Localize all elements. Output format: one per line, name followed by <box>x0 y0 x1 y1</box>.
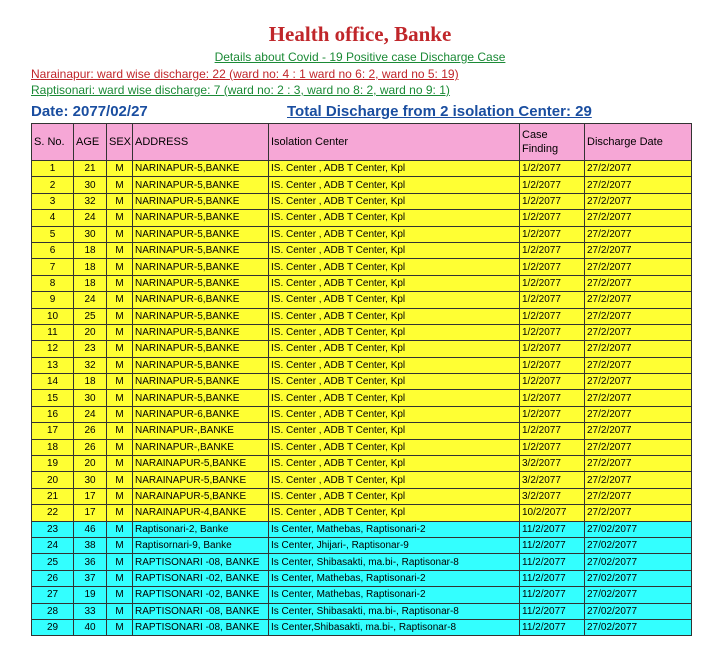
cell-sno: 12 <box>32 341 74 357</box>
cell-address: NARINAPUR-5,BANKE <box>133 341 269 357</box>
cell-sex: M <box>107 161 133 177</box>
cell-age: 40 <box>74 619 107 635</box>
cell-sex: M <box>107 177 133 193</box>
cell-sex: M <box>107 603 133 619</box>
cell-isolation-center: IS. Center , ADB T Center, Kpl <box>269 456 520 472</box>
cell-discharge-date: 27/2/2077 <box>585 177 692 193</box>
cell-sex: M <box>107 275 133 291</box>
cell-address: Raptisornari-9, Banke <box>133 537 269 553</box>
cell-sex: M <box>107 554 133 570</box>
cell-sex: M <box>107 570 133 586</box>
raptisonari-ward-note <box>31 83 450 97</box>
cell-address: NARAINAPUR-5,BANKE <box>133 456 269 472</box>
cell-address: Raptisonari-2, Banke <box>133 521 269 537</box>
cell-sex: M <box>107 242 133 258</box>
cell-age: 46 <box>74 521 107 537</box>
cell-discharge-date: 27/2/2077 <box>585 390 692 406</box>
cell-case-finding: 11/2/2077 <box>520 537 585 553</box>
cell-address: NARAINAPUR-4,BANKE <box>133 505 269 521</box>
cell-address: NARAINAPUR-5,BANKE <box>133 472 269 488</box>
cell-sno: 9 <box>32 292 74 308</box>
cell-age: 30 <box>74 472 107 488</box>
cell-age: 19 <box>74 587 107 603</box>
table-row <box>32 210 692 226</box>
table-row <box>32 587 692 603</box>
cell-sno: 7 <box>32 259 74 275</box>
table-row <box>32 554 692 570</box>
cell-age: 32 <box>74 357 107 373</box>
cell-age: 18 <box>74 275 107 291</box>
cell-sno: 3 <box>32 193 74 209</box>
cell-discharge-date: 27/2/2077 <box>585 226 692 242</box>
cell-address: RAPTISONARI -02, BANKE <box>133 570 269 586</box>
cell-sex: M <box>107 472 133 488</box>
cell-sno: 25 <box>32 554 74 570</box>
cell-age: 30 <box>74 226 107 242</box>
page-title: Health office, Banke <box>268 22 452 46</box>
cell-address: NARINAPUR-5,BANKE <box>133 275 269 291</box>
cell-discharge-date: 27/2/2077 <box>585 439 692 455</box>
cell-sex: M <box>107 587 133 603</box>
cell-sno: 24 <box>32 537 74 553</box>
cell-sno: 23 <box>32 521 74 537</box>
table-row <box>32 374 692 390</box>
cell-isolation-center: Is Center, Jhijari-, Raptisonar-9 <box>269 537 520 553</box>
cell-sno: 2 <box>32 177 74 193</box>
table-row <box>32 423 692 439</box>
cell-sex: M <box>107 619 133 635</box>
cell-age: 17 <box>74 488 107 504</box>
cell-case-finding: 11/2/2077 <box>520 603 585 619</box>
table-row <box>32 439 692 455</box>
cell-sex: M <box>107 259 133 275</box>
cell-sex: M <box>107 226 133 242</box>
cell-address: RAPTISONARI -08, BANKE <box>133 603 269 619</box>
table-row <box>32 161 692 177</box>
cell-case-finding: 1/2/2077 <box>520 275 585 291</box>
cell-age: 20 <box>74 324 107 340</box>
cell-discharge-date: 27/02/2077 <box>585 521 692 537</box>
table-row <box>32 472 692 488</box>
cell-age: 26 <box>74 439 107 455</box>
table-row <box>32 193 692 209</box>
discharge-table <box>31 123 692 636</box>
cell-age: 18 <box>74 259 107 275</box>
cell-discharge-date: 27/2/2077 <box>585 341 692 357</box>
cell-age: 20 <box>74 456 107 472</box>
cell-address: NARINAPUR-5,BANKE <box>133 193 269 209</box>
table-row <box>32 456 692 472</box>
table-body <box>32 161 692 636</box>
cell-sno: 6 <box>32 242 74 258</box>
cell-age: 18 <box>74 242 107 258</box>
cell-address: RAPTISONARI -02, BANKE <box>133 587 269 603</box>
cell-discharge-date: 27/2/2077 <box>585 161 692 177</box>
cell-case-finding: 11/2/2077 <box>520 554 585 570</box>
cell-isolation-center: IS. Center , ADB T Center, Kpl <box>269 292 520 308</box>
cell-case-finding: 1/2/2077 <box>520 177 585 193</box>
cell-case-finding: 1/2/2077 <box>520 374 585 390</box>
cell-isolation-center: IS. Center , ADB T Center, Kpl <box>269 242 520 258</box>
cell-discharge-date: 27/2/2077 <box>585 357 692 373</box>
cell-sex: M <box>107 505 133 521</box>
cell-sex: M <box>107 374 133 390</box>
table-row <box>32 488 692 504</box>
cell-sex: M <box>107 456 133 472</box>
cell-case-finding: 11/2/2077 <box>520 587 585 603</box>
cell-sno: 26 <box>32 570 74 586</box>
cell-isolation-center: Is Center, Mathebas, Raptisonari-2 <box>269 587 520 603</box>
cell-discharge-date: 27/2/2077 <box>585 505 692 521</box>
cell-age: 23 <box>74 341 107 357</box>
column-header-isolation-center: Isolation Center <box>269 124 520 161</box>
cell-isolation-center: IS. Center , ADB T Center, Kpl <box>269 374 520 390</box>
cell-isolation-center: IS. Center , ADB T Center, Kpl <box>269 472 520 488</box>
cell-age: 18 <box>74 374 107 390</box>
cell-sno: 19 <box>32 456 74 472</box>
cell-sex: M <box>107 210 133 226</box>
cell-case-finding: 11/2/2077 <box>520 521 585 537</box>
cell-sno: 16 <box>32 406 74 422</box>
cell-discharge-date: 27/2/2077 <box>585 406 692 422</box>
table-row <box>32 570 692 586</box>
cell-case-finding: 1/2/2077 <box>520 439 585 455</box>
cell-sno: 20 <box>32 472 74 488</box>
cell-age: 37 <box>74 570 107 586</box>
cell-discharge-date: 27/02/2077 <box>585 554 692 570</box>
cell-sex: M <box>107 193 133 209</box>
table-row <box>32 292 692 308</box>
cell-address: NARINAPUR-5,BANKE <box>133 242 269 258</box>
cell-sno: 22 <box>32 505 74 521</box>
cell-isolation-center: IS. Center , ADB T Center, Kpl <box>269 308 520 324</box>
cell-isolation-center: IS. Center , ADB T Center, Kpl <box>269 439 520 455</box>
cell-address: RAPTISONARI -08, BANKE <box>133 554 269 570</box>
cell-case-finding: 3/2/2077 <box>520 488 585 504</box>
column-header-discharge-date: Discharge Date <box>585 124 692 161</box>
cell-discharge-date: 27/2/2077 <box>585 242 692 258</box>
cell-case-finding: 1/2/2077 <box>520 390 585 406</box>
cell-address: NARINAPUR-5,BANKE <box>133 308 269 324</box>
cell-sno: 5 <box>32 226 74 242</box>
cell-address: NARINAPUR-5,BANKE <box>133 357 269 373</box>
column-header-sno: S. No. <box>32 124 74 161</box>
cell-address: NARINAPUR-,BANKE <box>133 423 269 439</box>
cell-isolation-center: Is Center,Shibasakti, ma.bi-, Raptisonar-8 <box>269 619 520 635</box>
cell-discharge-date: 27/2/2077 <box>585 456 692 472</box>
cell-sno: 21 <box>32 488 74 504</box>
cell-case-finding: 1/2/2077 <box>520 357 585 373</box>
cell-case-finding: 1/2/2077 <box>520 259 585 275</box>
cell-sno: 28 <box>32 603 74 619</box>
cell-isolation-center: IS. Center , ADB T Center, Kpl <box>269 226 520 242</box>
table-row <box>32 390 692 406</box>
table-header-row <box>32 124 692 161</box>
cell-isolation-center: IS. Center , ADB T Center, Kpl <box>269 423 520 439</box>
cell-age: 24 <box>74 292 107 308</box>
cell-age: 38 <box>74 537 107 553</box>
cell-address: NARINAPUR-5,BANKE <box>133 226 269 242</box>
cell-isolation-center: IS. Center , ADB T Center, Kpl <box>269 275 520 291</box>
column-header-age: AGE <box>74 124 107 161</box>
cell-discharge-date: 27/02/2077 <box>585 570 692 586</box>
cell-age: 36 <box>74 554 107 570</box>
table-row <box>32 505 692 521</box>
cell-discharge-date: 27/2/2077 <box>585 308 692 324</box>
cell-sex: M <box>107 292 133 308</box>
cell-case-finding: 3/2/2077 <box>520 472 585 488</box>
cell-sno: 8 <box>32 275 74 291</box>
cell-sno: 4 <box>32 210 74 226</box>
cell-isolation-center: IS. Center , ADB T Center, Kpl <box>269 161 520 177</box>
cell-age: 26 <box>74 423 107 439</box>
cell-sno: 15 <box>32 390 74 406</box>
cell-discharge-date: 27/2/2077 <box>585 193 692 209</box>
cell-case-finding: 1/2/2077 <box>520 161 585 177</box>
cell-isolation-center: IS. Center , ADB T Center, Kpl <box>269 259 520 275</box>
cell-sno: 17 <box>32 423 74 439</box>
cell-sex: M <box>107 488 133 504</box>
total-discharge: Total Discharge from 2 isolation Center: 29 <box>287 103 592 120</box>
cell-case-finding: 1/2/2077 <box>520 226 585 242</box>
cell-discharge-date: 27/02/2077 <box>585 587 692 603</box>
cell-case-finding: 1/2/2077 <box>520 423 585 439</box>
cell-address: NARAINAPUR-5,BANKE <box>133 488 269 504</box>
cell-address: NARINAPUR-5,BANKE <box>133 177 269 193</box>
cell-address: RAPTISONARI -08, BANKE <box>133 619 269 635</box>
cell-isolation-center: IS. Center , ADB T Center, Kpl <box>269 341 520 357</box>
cell-case-finding: 1/2/2077 <box>520 308 585 324</box>
cell-isolation-center: IS. Center , ADB T Center, Kpl <box>269 324 520 340</box>
cell-isolation-center: IS. Center , ADB T Center, Kpl <box>269 406 520 422</box>
table-row <box>32 619 692 635</box>
cell-age: 30 <box>74 390 107 406</box>
cell-age: 24 <box>74 210 107 226</box>
cell-address: NARINAPUR-5,BANKE <box>133 390 269 406</box>
cell-sex: M <box>107 521 133 537</box>
cell-isolation-center: IS. Center , ADB T Center, Kpl <box>269 357 520 373</box>
raptisonari-note-text: Raptisonari: ward wise discharge: 7 (ward no: 2 : 3, ward no 8: 2, ward no 9: 1) <box>31 83 450 97</box>
cell-isolation-center: Is Center, Mathebas, Raptisonari-2 <box>269 521 520 537</box>
table-row <box>32 226 692 242</box>
cell-discharge-date: 27/02/2077 <box>585 619 692 635</box>
table-row <box>32 357 692 373</box>
cell-case-finding: 3/2/2077 <box>520 456 585 472</box>
cell-sex: M <box>107 357 133 373</box>
cell-case-finding: 1/2/2077 <box>520 406 585 422</box>
table-row <box>32 521 692 537</box>
cell-discharge-date: 27/2/2077 <box>585 324 692 340</box>
cell-sno: 13 <box>32 357 74 373</box>
cell-sex: M <box>107 308 133 324</box>
cell-discharge-date: 27/02/2077 <box>585 537 692 553</box>
cell-address: NARINAPUR-5,BANKE <box>133 210 269 226</box>
report-date: Date: 2077/02/27 <box>31 103 148 120</box>
cell-case-finding: 1/2/2077 <box>520 242 585 258</box>
cell-sex: M <box>107 341 133 357</box>
cell-discharge-date: 27/2/2077 <box>585 210 692 226</box>
table-row <box>32 537 692 553</box>
cell-case-finding: 1/2/2077 <box>520 292 585 308</box>
cell-age: 30 <box>74 177 107 193</box>
cell-age: 17 <box>74 505 107 521</box>
cell-case-finding: 11/2/2077 <box>520 570 585 586</box>
cell-sex: M <box>107 537 133 553</box>
cell-discharge-date: 27/2/2077 <box>585 472 692 488</box>
cell-isolation-center: IS. Center , ADB T Center, Kpl <box>269 177 520 193</box>
cell-isolation-center: IS. Center , ADB T Center, Kpl <box>269 390 520 406</box>
cell-age: 33 <box>74 603 107 619</box>
cell-case-finding: 1/2/2077 <box>520 210 585 226</box>
cell-sex: M <box>107 439 133 455</box>
cell-address: NARINAPUR-5,BANKE <box>133 161 269 177</box>
cell-case-finding: 1/2/2077 <box>520 324 585 340</box>
narainapur-note-text: Narainapur: ward wise discharge: 22 (ward no: 4 : 1 ward no 6: 2, ward no 5: 19) <box>31 67 459 81</box>
cell-sno: 29 <box>32 619 74 635</box>
cell-isolation-center: Is Center, Shibasakti, ma.bi-, Raptisonar-8 <box>269 603 520 619</box>
cell-address: NARINAPUR-5,BANKE <box>133 324 269 340</box>
cell-sno: 1 <box>32 161 74 177</box>
subtitle-text: Details about Covid - 19 Positive case Discharge Case <box>214 50 506 64</box>
table-row <box>32 324 692 340</box>
cell-age: 24 <box>74 406 107 422</box>
cell-discharge-date: 27/2/2077 <box>585 259 692 275</box>
cell-sno: 10 <box>32 308 74 324</box>
cell-address: NARINAPUR-6,BANKE <box>133 406 269 422</box>
column-header-sex: SEX <box>107 124 133 161</box>
cell-sex: M <box>107 406 133 422</box>
cell-sex: M <box>107 324 133 340</box>
cell-discharge-date: 27/2/2077 <box>585 488 692 504</box>
cell-address: NARINAPUR-5,BANKE <box>133 259 269 275</box>
table-row <box>32 341 692 357</box>
cell-age: 21 <box>74 161 107 177</box>
cell-discharge-date: 27/02/2077 <box>585 603 692 619</box>
page-subtitle <box>0 50 720 64</box>
cell-isolation-center: Is Center, Shibasakti, ma.bi-, Raptisonar-8 <box>269 554 520 570</box>
cell-address: NARINAPUR-,BANKE <box>133 439 269 455</box>
cell-isolation-center: IS. Center , ADB T Center, Kpl <box>269 193 520 209</box>
cell-isolation-center: IS. Center , ADB T Center, Kpl <box>269 505 520 521</box>
cell-discharge-date: 27/2/2077 <box>585 423 692 439</box>
table-row <box>32 259 692 275</box>
cell-case-finding: 11/2/2077 <box>520 619 585 635</box>
cell-discharge-date: 27/2/2077 <box>585 292 692 308</box>
narainapur-ward-note <box>31 67 459 81</box>
cell-age: 25 <box>74 308 107 324</box>
cell-address: NARINAPUR-6,BANKE <box>133 292 269 308</box>
cell-discharge-date: 27/2/2077 <box>585 275 692 291</box>
cell-isolation-center: IS. Center , ADB T Center, Kpl <box>269 210 520 226</box>
table-row <box>32 242 692 258</box>
cell-isolation-center: IS. Center , ADB T Center, Kpl <box>269 488 520 504</box>
table-row <box>32 406 692 422</box>
table-row <box>32 177 692 193</box>
cell-address: NARINAPUR-5,BANKE <box>133 374 269 390</box>
table-row <box>32 603 692 619</box>
cell-discharge-date: 27/2/2077 <box>585 374 692 390</box>
cell-age: 32 <box>74 193 107 209</box>
cell-sex: M <box>107 423 133 439</box>
column-header-address: ADDRESS <box>133 124 269 161</box>
cell-sno: 27 <box>32 587 74 603</box>
table-row <box>32 275 692 291</box>
table-row <box>32 308 692 324</box>
cell-case-finding: 10/2/2077 <box>520 505 585 521</box>
cell-case-finding: 1/2/2077 <box>520 341 585 357</box>
cell-sno: 14 <box>32 374 74 390</box>
cell-sno: 11 <box>32 324 74 340</box>
cell-isolation-center: Is Center, Mathebas, Raptisonari-2 <box>269 570 520 586</box>
cell-case-finding: 1/2/2077 <box>520 193 585 209</box>
cell-sno: 18 <box>32 439 74 455</box>
cell-sex: M <box>107 390 133 406</box>
column-header-case-finding: Case Finding <box>520 124 585 161</box>
